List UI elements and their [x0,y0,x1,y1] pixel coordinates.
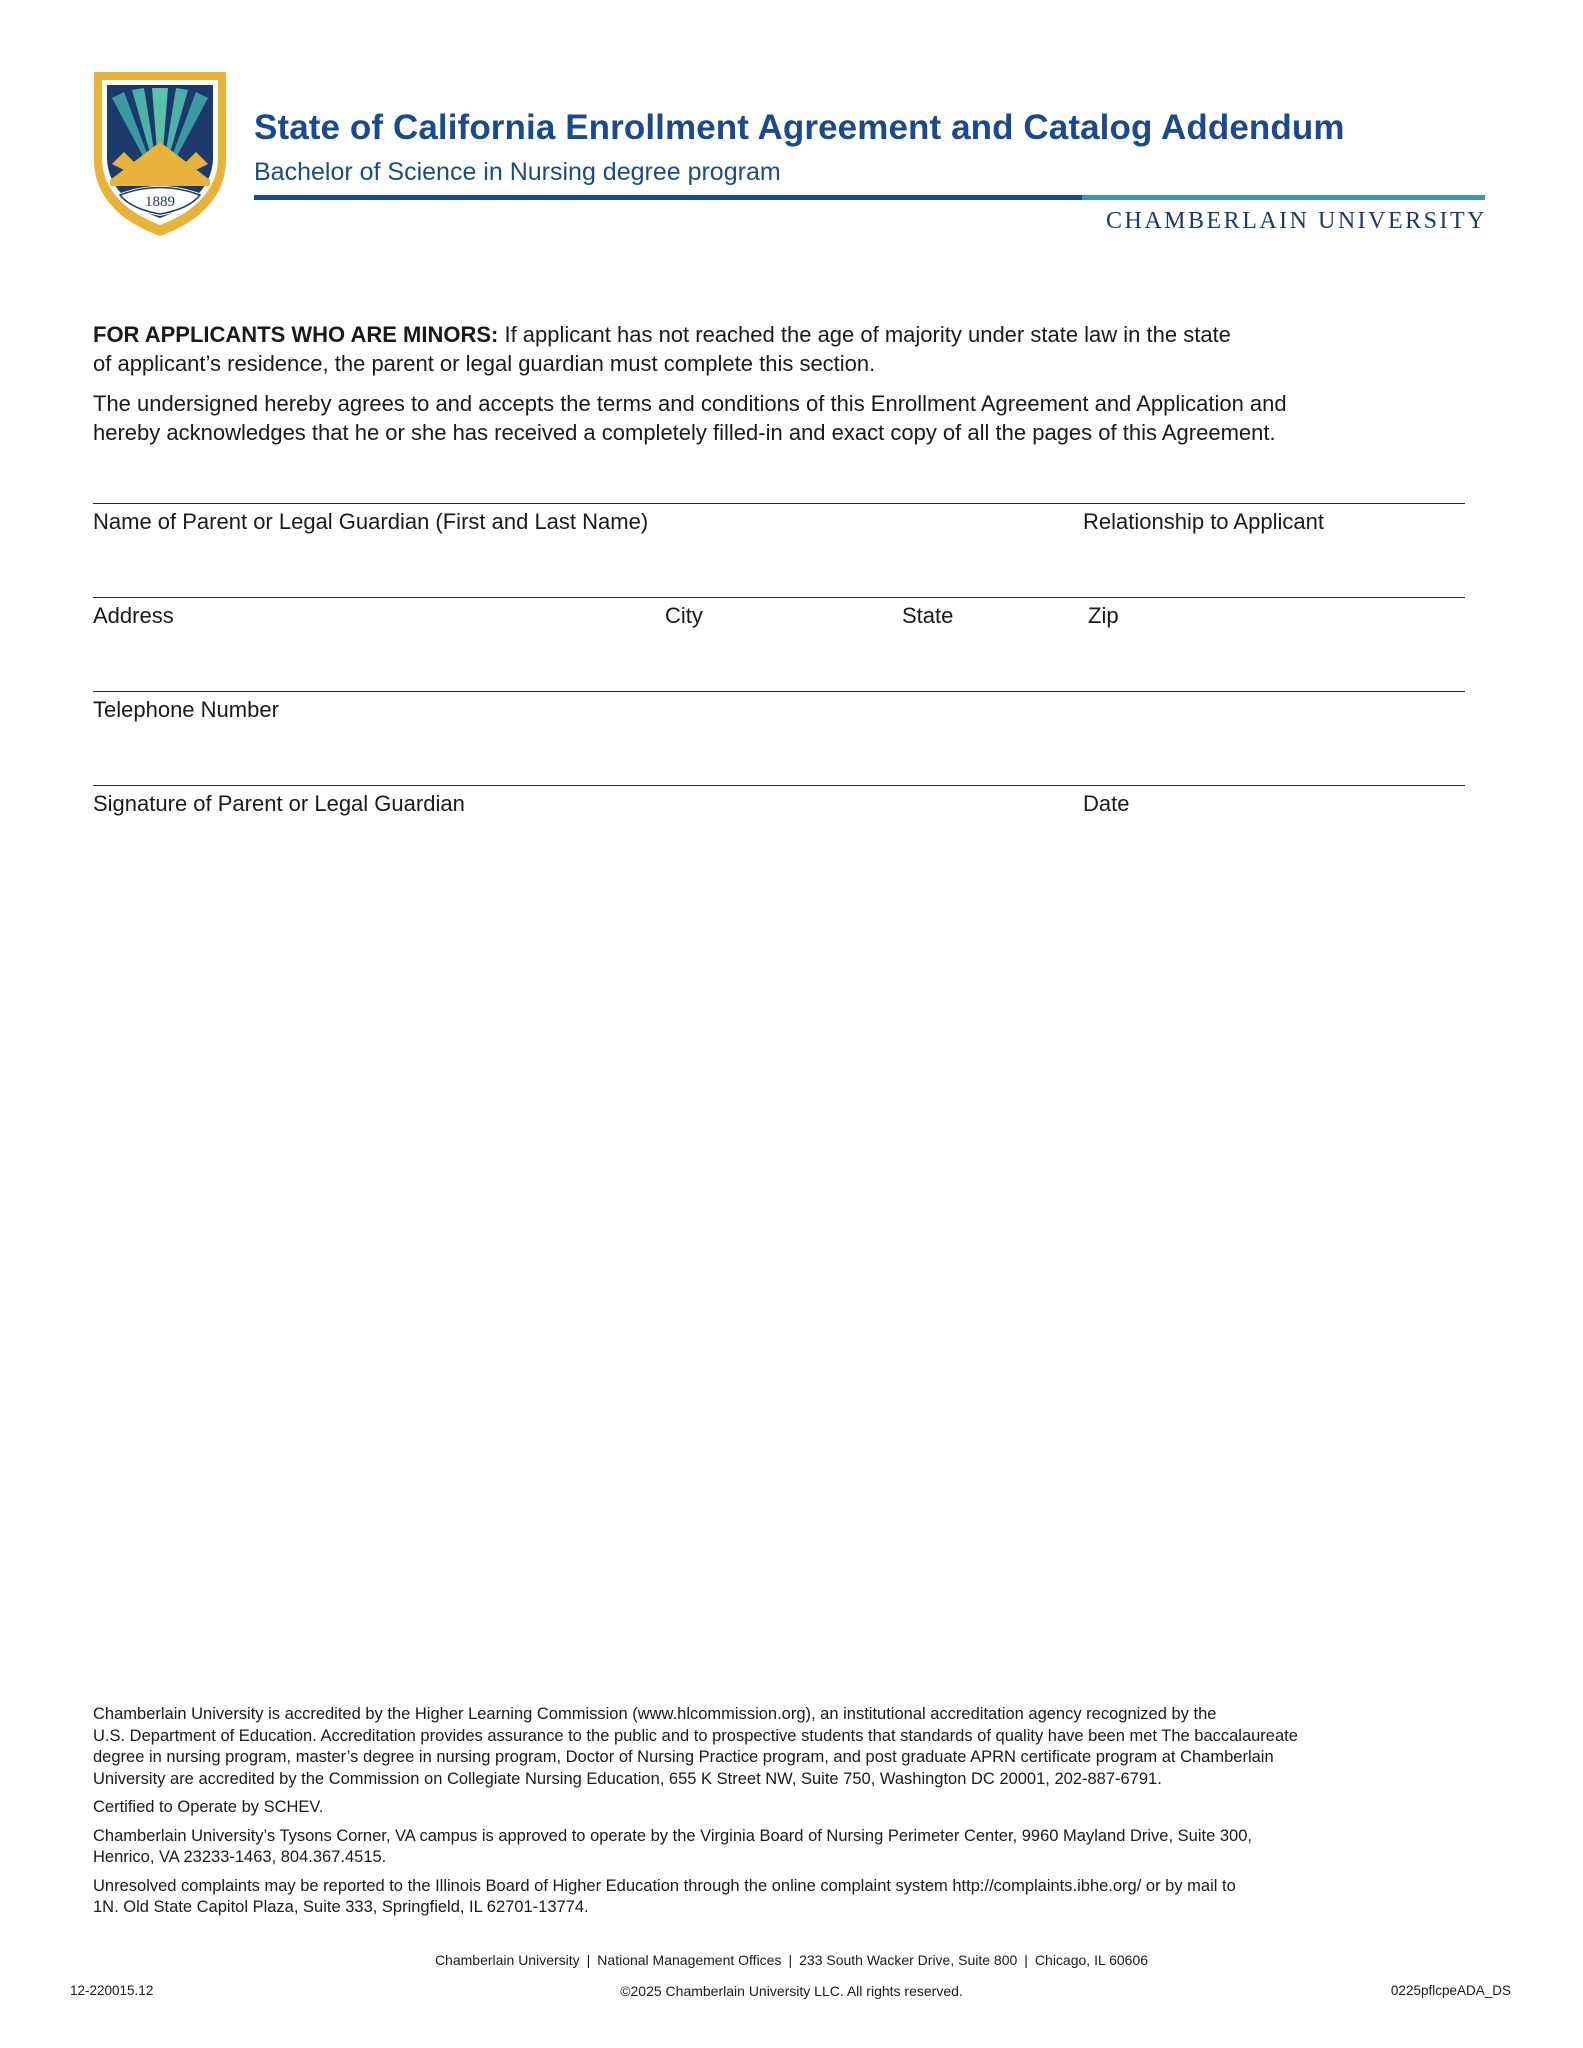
virginia-line: Henrico, VA 23233-1463, 804.367.4515. [93,1848,387,1866]
agreement-paragraph [93,389,1493,447]
accreditation-line: U.S. Department of Education. Accreditation provides assurance to the public and to prospective students that standards of quality have been met The baccalaureate [93,1726,1298,1745]
separator: | [1024,1952,1028,1968]
signature-row[interactable] [93,785,1465,826]
complaints-paragraph [93,1876,1493,1919]
minors-text: If applicant has not reached the age of majority under state law in the state [498,322,1231,347]
virginia-paragraph [93,1826,1493,1869]
complaints-line: Unresolved complaints may be reported to the Illinois Board of Higher Education through the online complaint system http://complaints.ibhe.org/ or by mail to [93,1876,1236,1895]
address-part: 233 South Wacker Drive, Suite 800 [799,1952,1018,1968]
date-label: Date [1083,791,1130,816]
legal-footer [93,1704,1493,1926]
address-part: Chicago, IL 60606 [1034,1952,1149,1968]
header-rule-navy [254,195,1082,200]
logo-year: 1889 [145,194,175,210]
signature-label: Signature of Parent or Legal Guardian [93,791,465,816]
state-label: State [902,603,954,628]
relationship-label: Relationship to Applicant [1083,509,1324,534]
minors-heading: FOR APPLICANTS WHO ARE MINORS: [93,322,499,347]
address-part: National Management Offices [597,1952,782,1968]
accreditation-line: Chamberlain University is accredited by the Higher Learning Commission (www.hlcommission.org), an institutional accreditation agency recognized by the [93,1705,1217,1723]
accreditation-line: University are accredited by the Commission on Collegiate Nursing Education, 655 K Street NW, Suite 750, Washington DC 20001, 202-887-6791. [93,1769,1162,1788]
header-rule-teal [1082,195,1485,200]
document-code-left: 12-220015.12 [70,1983,154,1998]
address-part: Chamberlain University [434,1952,580,1968]
minors-paragraph [93,320,1493,378]
telephone-row[interactable] [93,691,1465,732]
zip-label: Zip [1088,603,1119,628]
copyright: ©2025 Chamberlain University LLC. All rights reserved. [620,1983,963,1999]
separator: | [586,1952,591,1968]
minors-instructions [93,320,1493,458]
accreditation-paragraph [93,1704,1493,1790]
address-row[interactable] [93,597,1465,638]
agreement-text-line2: hereby acknowledges that he or she has received a completely filled-in and exact copy of all the pages of this Agreement. [93,420,1276,445]
virginia-line: Chamberlain University’s Tysons Corner, VA campus is approved to operate by the Virginia Board of Nursing Perimeter Center, 9960 Mayland Drive, Suite 300, [93,1826,1252,1845]
guardian-name-label: Name of Parent or Legal Guardian (First and Last Name) [93,509,649,534]
page-subtitle: Bachelor of Science in Nursing degree program [254,158,781,186]
office-address [0,1952,1583,1968]
address-label: Address [93,603,174,628]
guardian-name-row[interactable] [93,503,1465,544]
separator: | [788,1952,793,1968]
accreditation-line: degree in nursing program, master’s degree in nursing program, Doctor of Nursing Practice program, and post graduate APRN certificate program at Chamberlain [93,1748,1274,1766]
city-label: City [665,603,703,628]
complaints-line: 1N. Old State Capitol Plaza, Suite 333, Springfield, IL 62701-13774. [93,1898,589,1916]
document-code-right: 0225pflcpeADA_DS [1390,1983,1511,1998]
schev-paragraph: Certified to Operate by SCHEV. [93,1798,324,1816]
telephone-label: Telephone Number [93,697,279,722]
chamberlain-shield-logo [90,68,230,240]
university-wordmark: CHAMBERLAIN UNIVERSITY [1106,208,1487,234]
agreement-text-line1: The undersigned hereby agrees to and accepts the terms and conditions of this Enrollment Agreement and Application and [93,391,1287,416]
page-title: State of California Enrollment Agreement and Catalog Addendum [254,108,1345,147]
minors-text-line2: of applicant’s residence, the parent or legal guardian must complete this section. [93,351,876,376]
